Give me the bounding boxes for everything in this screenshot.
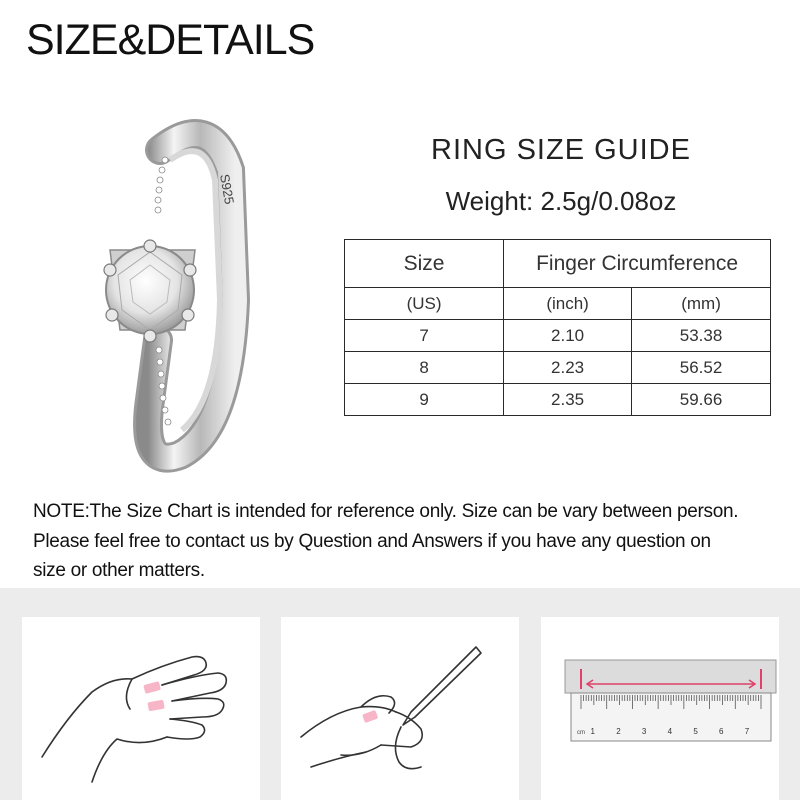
page-title: SIZE&DETAILS <box>26 16 315 64</box>
table-row <box>345 384 771 416</box>
unit-inch: (inch) <box>504 288 632 320</box>
ruler-unit: cm <box>577 730 585 736</box>
table-units-row <box>345 288 771 320</box>
table-row <box>345 352 771 384</box>
cell-inch: 2.23 <box>504 352 632 384</box>
cell-mm: 59.66 <box>632 384 771 416</box>
ring-image <box>70 100 310 480</box>
unit-size: (US) <box>345 288 504 320</box>
weight-label: Weight: 2.5g/0.08oz <box>445 186 677 216</box>
ruler-tick-label: 2 <box>616 727 621 736</box>
ruler-tick-label: 5 <box>693 727 698 736</box>
s925-stamp: S925 <box>217 172 238 206</box>
note-text <box>33 497 783 586</box>
ruler-tick-label: 6 <box>719 727 724 736</box>
cell-mm: 56.52 <box>632 352 771 384</box>
pen-hand-icon <box>281 617 519 800</box>
hand-icon <box>22 617 260 800</box>
note-line-1: NOTE:The Size Chart is intended for reference only. Size can be vary between person. <box>33 501 739 522</box>
cell-size: 9 <box>345 384 504 416</box>
cell-inch: 2.10 <box>504 320 632 352</box>
ruler-tick-label: 7 <box>744 727 750 736</box>
ruler-panel <box>541 617 779 800</box>
ruler-tick-label: 3 <box>641 727 647 736</box>
guide-title: RING SIZE GUIDE <box>431 134 691 166</box>
cell-inch: 2.35 <box>504 384 632 416</box>
ruler-icon <box>541 617 779 800</box>
ruler-tick-label: 1 <box>590 727 595 736</box>
header-size: Size <box>345 240 504 288</box>
table-header-row <box>345 240 771 288</box>
hand-wrap-panel <box>22 617 260 800</box>
cell-size: 7 <box>345 320 504 352</box>
size-table <box>344 239 771 416</box>
unit-mm: (mm) <box>632 288 771 320</box>
cell-size: 8 <box>345 352 504 384</box>
mark-pen-panel <box>281 617 519 800</box>
table-row <box>345 320 771 352</box>
note-line-3: size or other matters. <box>33 560 205 581</box>
ruler-tick-label: 4 <box>667 727 673 736</box>
note-line-2: Please feel free to contact us by Question and Answers if you have any question on <box>33 530 711 552</box>
header-circumference: Finger Circumference <box>504 240 771 288</box>
cell-mm: 53.38 <box>632 320 771 352</box>
